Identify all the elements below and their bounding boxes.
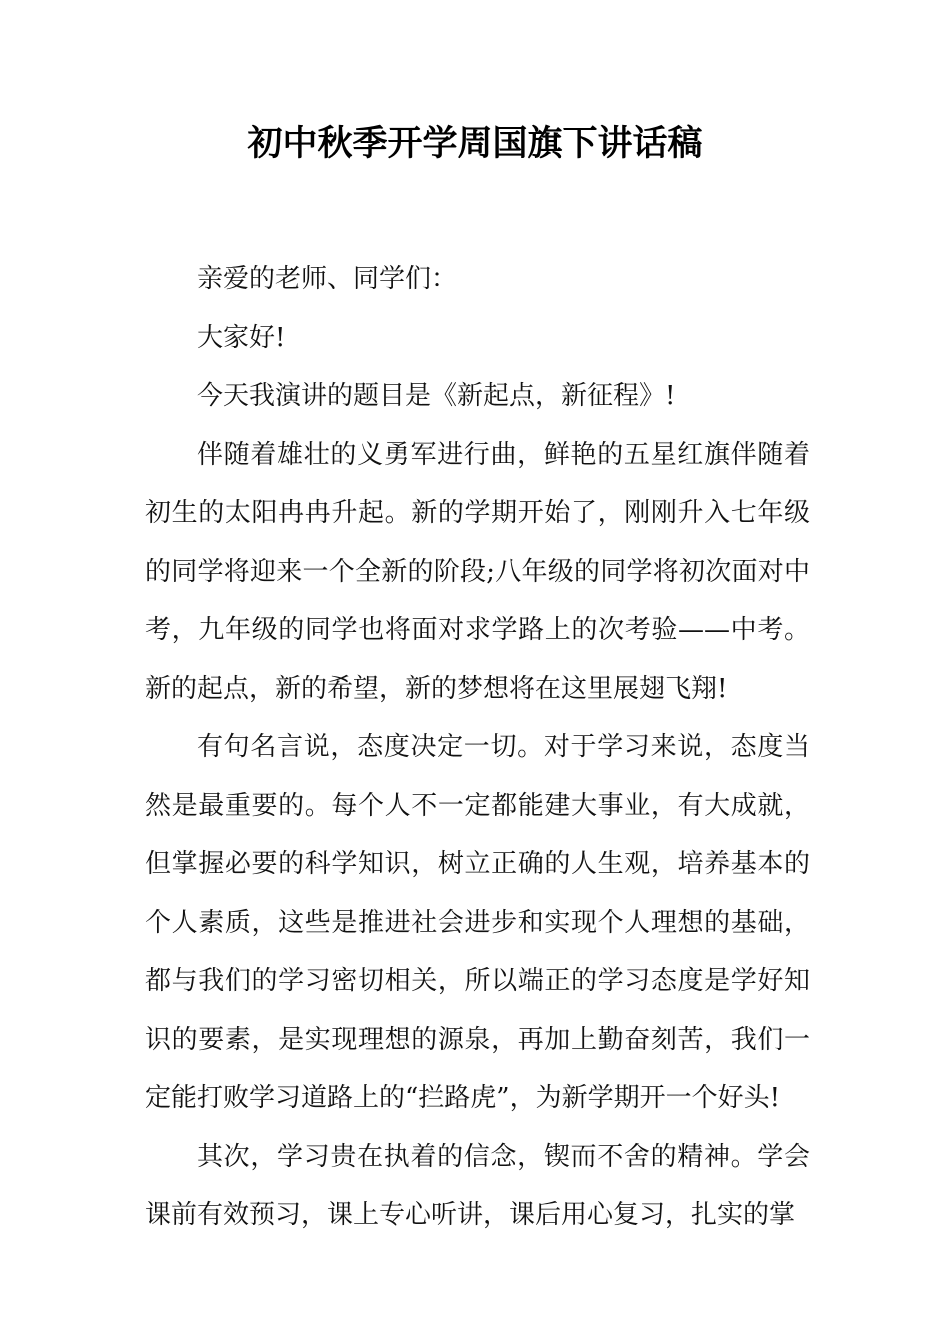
document-title: 初中秋季开学周国旗下讲话稿 [247,124,703,164]
document-body [145,250,810,1245]
paragraph-salutation: 亲爱的老师、同学们： [197,264,458,294]
paragraph-greeting: 大家好! [197,322,286,353]
paragraph-attitude: 有句名言说，态度决定一切。对于学习来说，态度当然是最重要的。每个人不一定都能建大事业，有大成就，但掌握必要的科学知识，树立正确的人生观，培养基本的个人素质，这些是推进社会进步和实现个人理想的基础，都与我们的学习密切相关，所以端正的学习态度是学好知识的要素，是实现理想的源泉，再加上勤奋刻苦，我们一定能打败学习道路上的“拦路虎”，为新学期开一个好头! [145,732,810,1113]
paragraph-persistence: 其次，学习贵在执着的信念，锲而不舍的精神。学会课前有效预习，课上专心听讲，课后用心复习，扎实的掌 [145,1141,810,1230]
paragraph-topic: 今天我演讲的题目是《新起点，新征程》! [197,381,676,411]
paragraph-opening: 伴随着雄壮的义勇军进行曲，鲜艳的五星红旗伴随着初生的太阳冉冉升起。新的学期开始了，刚刚升入七年级的同学将迎来一个全新的阶段;八年级的同学将初次面对中考，九年级的同学也将面对求学路上的次考验——中考。新的起点，新的希望，新的梦想将在这里展翅飞翔! [145,439,810,704]
